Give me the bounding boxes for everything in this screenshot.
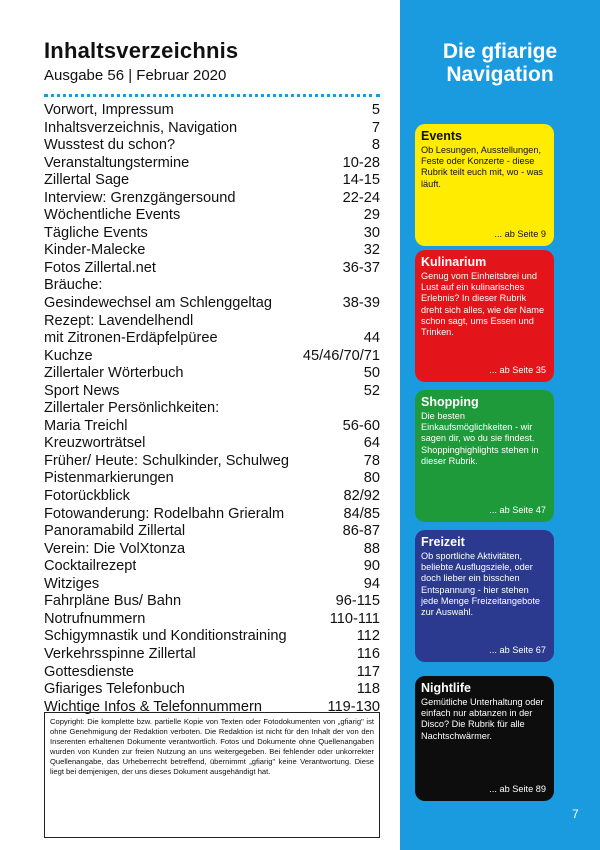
toc-entry	[44, 172, 380, 190]
toc-entry-title: Kinder-Malecke	[44, 242, 146, 259]
toc-entry-title: Verein: Die VolXtonza	[44, 540, 186, 557]
toc-entry-page: 36-37	[342, 259, 380, 276]
toc-entry-page: 56-60	[342, 417, 380, 434]
nav-card-page-ref: ... ab Seite 35	[489, 365, 546, 375]
toc-entry-title: Verkehrsspinne Zillertal	[44, 645, 196, 662]
toc-entry-title: Veranstaltungstermine	[44, 154, 190, 171]
toc-entry-page: 78	[363, 452, 380, 469]
toc-entry-page: 82/92	[343, 488, 380, 505]
nav-card-nightlife	[415, 676, 554, 801]
toc-entry	[44, 506, 380, 524]
nav-card-page-ref: ... ab Seite 67	[489, 645, 546, 655]
toc-entry-page: 80	[363, 470, 380, 487]
toc-entry-title: Wusstest du schon?	[44, 137, 176, 154]
nav-card-heading: Shopping	[421, 395, 479, 409]
toc-entry-title: Cocktailrezept	[44, 558, 137, 575]
toc-entry-page: 112	[356, 628, 380, 645]
toc-list	[44, 102, 380, 716]
toc-entry-title: Maria Treichl	[44, 417, 128, 434]
nav-card-heading: Freizeit	[421, 535, 465, 549]
toc-entry-title: Zillertaler Wörterbuch	[44, 365, 184, 382]
nav-card-heading: Kulinarium	[421, 255, 487, 269]
navigation-title	[400, 40, 600, 86]
toc-entry-title: Fahrpläne Bus/ Bahn	[44, 593, 182, 610]
toc-title: Inhaltsverzeichnis	[44, 38, 239, 63]
toc-entry	[44, 137, 380, 155]
toc-entry	[44, 365, 380, 383]
toc-entry	[44, 242, 380, 260]
toc-entry-title: Fotowanderung: Rodelbahn Grieralm	[44, 505, 285, 522]
toc-entry-title: Fotorückblick	[44, 488, 130, 505]
toc-entry-page: 29	[363, 207, 380, 224]
nav-card-page-ref: ... ab Seite 89	[489, 784, 546, 794]
toc-entry-title: Bräuche:	[44, 277, 103, 294]
toc-entry	[44, 330, 380, 348]
toc-column	[44, 38, 380, 716]
toc-entry	[44, 541, 380, 559]
toc-entry-page: 7	[371, 119, 380, 136]
nav-card-body: Ob Lesungen, Ausstellungen, Feste oder Konzerte - diese Rubrik teilt euch mit, wo - was läuft.	[421, 145, 544, 189]
toc-entry	[44, 435, 380, 453]
toc-entry	[44, 576, 380, 594]
toc-entry-page: 50	[363, 365, 380, 382]
toc-entry-page: 88	[363, 540, 380, 557]
toc-entry	[44, 383, 380, 401]
toc-entry-title: Zillertaler Persönlichkeiten:	[44, 400, 220, 417]
toc-entry-page: 110-111	[329, 610, 380, 627]
nav-card-freizeit	[415, 530, 554, 662]
toc-entry-page: 44	[363, 330, 380, 347]
nav-card-body: Die besten Einkaufsmöglichkeiten - wir sagen dir, wo du sie findest. Shoppinghighlights stehen in dieser Rubrik.	[421, 411, 539, 466]
toc-entry-page: 90	[363, 558, 380, 575]
toc-entry	[44, 102, 380, 120]
toc-entry-page: 52	[363, 382, 380, 399]
toc-entry-title: Früher/ Heute: Schulkinder, Schulweg	[44, 452, 289, 469]
toc-entry-title: Inhaltsverzeichnis, Navigation	[44, 119, 238, 136]
toc-entry-title: mit Zitronen-Erdäpfelpüree	[44, 330, 218, 347]
toc-entry-title: Tägliche Events	[44, 224, 148, 241]
toc-entry-title: Sport News	[44, 382, 120, 399]
dotted-divider	[44, 94, 380, 100]
toc-entry-page: 32	[363, 242, 380, 259]
toc-entry	[44, 190, 380, 208]
toc-entry-page: 86-87	[342, 523, 380, 540]
toc-entry	[44, 277, 380, 295]
toc-entry-page: 30	[363, 224, 380, 241]
toc-entry-page: 84/85	[343, 505, 380, 522]
toc-entry-title: Wichtige Infos & Telefonnummern	[44, 698, 262, 715]
navigation-title-line1: Die gfiarige	[442, 40, 558, 63]
nav-card-events	[415, 124, 554, 246]
toc-entry-page: 22-24	[342, 189, 380, 206]
toc-entry	[44, 295, 380, 313]
toc-entry	[44, 400, 380, 418]
navigation-column	[400, 0, 600, 850]
toc-entry-title: Kreuzworträtsel	[44, 435, 146, 452]
toc-entry	[44, 470, 380, 488]
nav-card-body: Ob sportliche Aktivitäten, beliebte Ausflugsziele, oder doch lieber ein bisschen Entspannung - hier stehen jede Menge Freizeitangebote zur Auswahl.	[421, 551, 541, 618]
toc-entry	[44, 418, 380, 436]
toc-entry-page: 116	[356, 645, 380, 662]
copyright-notice: Copyright: Die komplette bzw. partielle Kopie von Texten oder Fotodokumenten von „gfiarig" ist ohne Genehmigung der Redaktion verboten. Die Redaktion ist nicht für den Inhalt der von den Inserenten erhaltenen Dokumente verantwortlich. Fotos und Dokumente ohne Quellenangaben wurden von Kunden zur freien Nutzung an uns weitergegeben. Bei fehlender oder unkorrekter Quellenangabe, das Urheberrecht betreffend, übernimmt „gfiarig" keine Verantwortung. Diese liegt bei demjenigen, der uns dieses Dokument ausgehändigt hat.	[44, 712, 380, 838]
nav-card-page-ref: ... ab Seite 47	[489, 505, 546, 515]
toc-subtitle: Ausgabe 56 | Februar 2020	[44, 67, 227, 84]
toc-entry-page: 38-39	[342, 295, 380, 312]
toc-entry	[44, 348, 380, 366]
toc-entry-title: Wöchentliche Events	[44, 207, 181, 224]
toc-entry	[44, 664, 380, 682]
nav-card-shopping	[415, 390, 554, 522]
toc-entry-title: Gfiariges Telefonbuch	[44, 681, 185, 698]
toc-entry-title: Pistenmarkierungen	[44, 470, 174, 487]
toc-entry	[44, 207, 380, 225]
toc-entry	[44, 523, 380, 541]
nav-card-page-ref: ... ab Seite 9	[494, 229, 546, 239]
toc-entry	[44, 120, 380, 138]
toc-entry-title: Rezept: Lavendelhendl	[44, 312, 194, 329]
toc-entry-page: 8	[371, 137, 380, 154]
navigation-title-line2: Navigation	[446, 63, 554, 86]
toc-entry	[44, 155, 380, 173]
toc-entry	[44, 593, 380, 611]
toc-entry-page: 10-28	[342, 154, 380, 171]
toc-entry-title: Zillertal Sage	[44, 172, 130, 189]
toc-entry	[44, 260, 380, 278]
page-number: 7	[572, 807, 579, 821]
toc-entry-page: 5	[371, 102, 380, 118]
nav-card-kulinarium	[415, 250, 554, 382]
toc-entry-title: Gesindewechsel am Schlenggeltag	[44, 295, 272, 312]
toc-entry-title: Fotos Zillertal.net	[44, 259, 156, 276]
nav-card-heading: Nightlife	[421, 681, 471, 695]
toc-entry	[44, 313, 380, 331]
toc-entry-title: Gottesdienste	[44, 663, 135, 680]
toc-entry-title: Panoramabild Zillertal	[44, 523, 186, 540]
toc-entry-page: 118	[356, 681, 380, 698]
toc-entry-title: Kuchze	[44, 347, 93, 364]
toc-entry	[44, 611, 380, 629]
toc-entry	[44, 646, 380, 664]
toc-entry-page: 45/46/70/71	[302, 347, 380, 364]
toc-entry	[44, 488, 380, 506]
toc-entry-title: Interview: Grenzgängersound	[44, 189, 236, 206]
toc-entry-title: Schigymnastik und Konditionstraining	[44, 628, 287, 645]
toc-entry-title: Vorwort, Impressum	[44, 102, 174, 118]
toc-entry-title: Notrufnummern	[44, 610, 146, 627]
toc-entry	[44, 681, 380, 699]
nav-card-body: Genug vom Einheitsbrei und Lust auf ein kulinarisches Erlebnis? In dieser Rubrik dreht sich alles, wie der Name schon sagt, ums Essen und Trinken.	[421, 271, 545, 338]
toc-entry-page: 96-115	[335, 593, 380, 610]
toc-entry-page: 14-15	[342, 172, 380, 189]
toc-entry	[44, 225, 380, 243]
toc-entry-page: 94	[363, 575, 380, 592]
toc-entry-page: 119-130	[327, 698, 380, 715]
nav-card-body: Gemütliche Unterhaltung oder einfach nur abtanzen in der Disco? Die Rubrik für alle Nachtschwärmer.	[421, 697, 544, 741]
toc-entry	[44, 453, 380, 471]
toc-entry-page: 117	[356, 663, 380, 680]
toc-entry	[44, 558, 380, 576]
nav-card-heading: Events	[421, 129, 462, 143]
toc-entry	[44, 628, 380, 646]
toc-entry-page: 64	[363, 435, 380, 452]
toc-entry-title: Witziges	[44, 575, 100, 592]
